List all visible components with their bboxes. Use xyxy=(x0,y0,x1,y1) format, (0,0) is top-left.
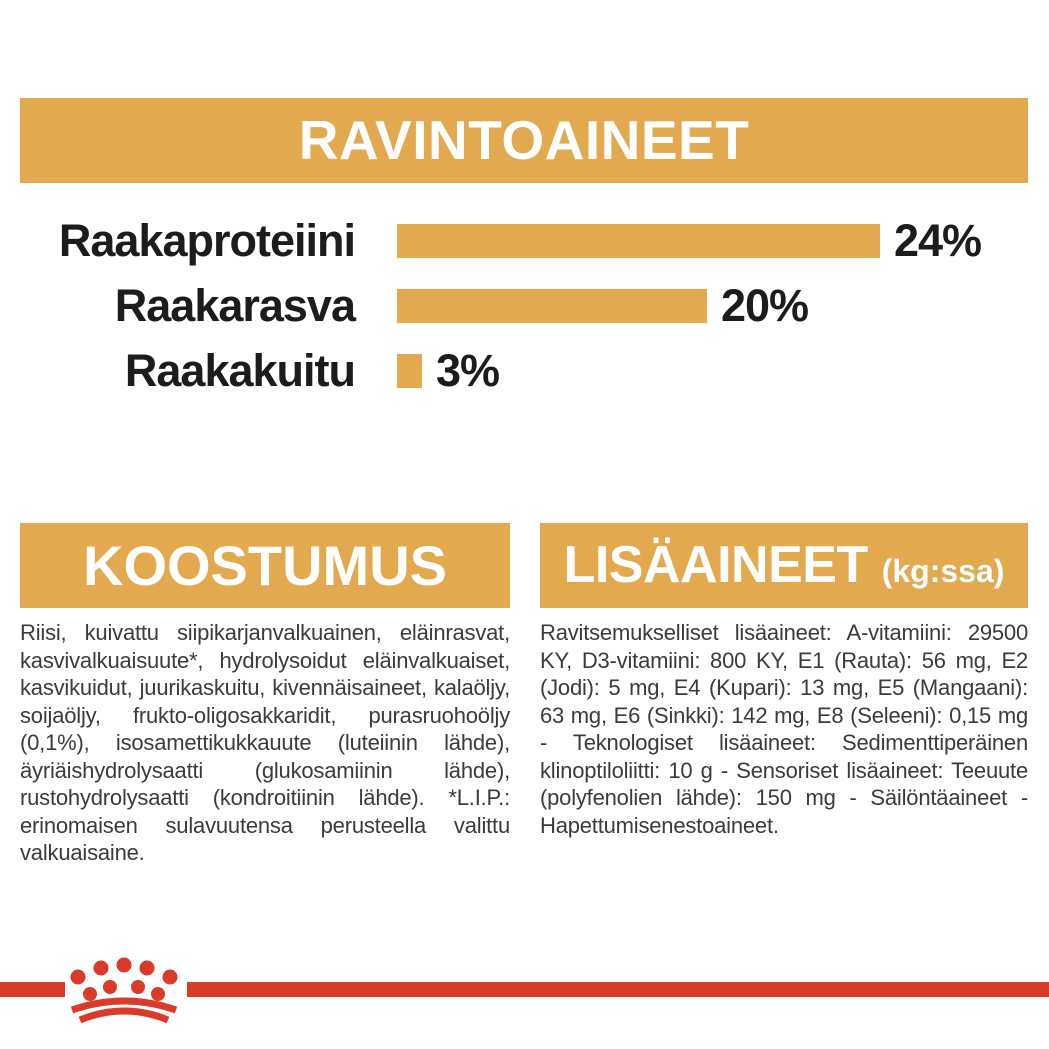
footer-rule-left xyxy=(0,982,65,997)
chart-value-label: 24% xyxy=(894,214,982,266)
chart-row xyxy=(0,273,1049,338)
chart-category-label: Raakarasva xyxy=(114,279,355,331)
nutrients-title: RAVINTOAINEET xyxy=(298,109,750,171)
royal-canin-crown-icon xyxy=(62,952,186,1026)
composition-title: KOOSTUMUS xyxy=(83,534,447,597)
additives-title: LISÄAINEET xyxy=(563,536,868,594)
nutrients-bar-chart xyxy=(0,208,1049,403)
chart-value-label: 20% xyxy=(721,279,809,331)
additives-text: Ravitsemukselliset lisäaineet: A-vitamiini: 29500 KY, D3-vitamiini: 800 KY, E1 (Rauta): 56 mg, E2 (Jodi): 5 mg, E4 (Kupari): 13 mg, E5 (Mangaani): 63 mg, E6 (Sinkki): 142 mg, E8 (Seleeni): 0,15 mg - Teknologiset lisäaineet: Sedimenttiperäinen klinoptiloliitti: 10 g - Sensoriset lisäaineet: Teeuute (polyfenolien lähde): 150 mg - Säilöntäaineet - Hapettumisenestoaineet. xyxy=(540,620,1028,838)
additives-title-suffix: (kg:ssa) xyxy=(881,553,1005,589)
chart-bar xyxy=(397,289,707,323)
chart-category-label: Raakakuitu xyxy=(124,344,355,396)
footer-rule-right xyxy=(187,982,1049,997)
nutrients-section-header xyxy=(20,98,1028,183)
additives-section-header xyxy=(540,523,1028,608)
chart-row xyxy=(0,338,1049,403)
composition-text: Riisi, kuivattu siipikarjanvalkuainen, eläinrasvat, kasvivalkuaisuute*, hydrolysoidut eläinvalkuaiset, kasvikuidut, juurikaskuitu, kivennäisaineet, kalaöljy, soijaöljy, frukto-oligosakkaridit, purasruohoöljy (0,1%), isosamettikukkauute (luteiinin lähde), äyriäishydrolysaatti (glukosamiinin lähde), rustohydrolysaatti (kondroitiinin lähde). *L.I.P.: erinomaisen sulavuutensa perusteella valittu valkuaisaine. xyxy=(20,620,510,865)
chart-row xyxy=(0,208,1049,273)
composition-section-header xyxy=(20,523,510,608)
chart-bar xyxy=(397,354,422,388)
chart-bar xyxy=(397,224,880,258)
chart-category-label: Raakaproteiini xyxy=(58,214,355,266)
chart-value-label: 3% xyxy=(436,344,500,396)
